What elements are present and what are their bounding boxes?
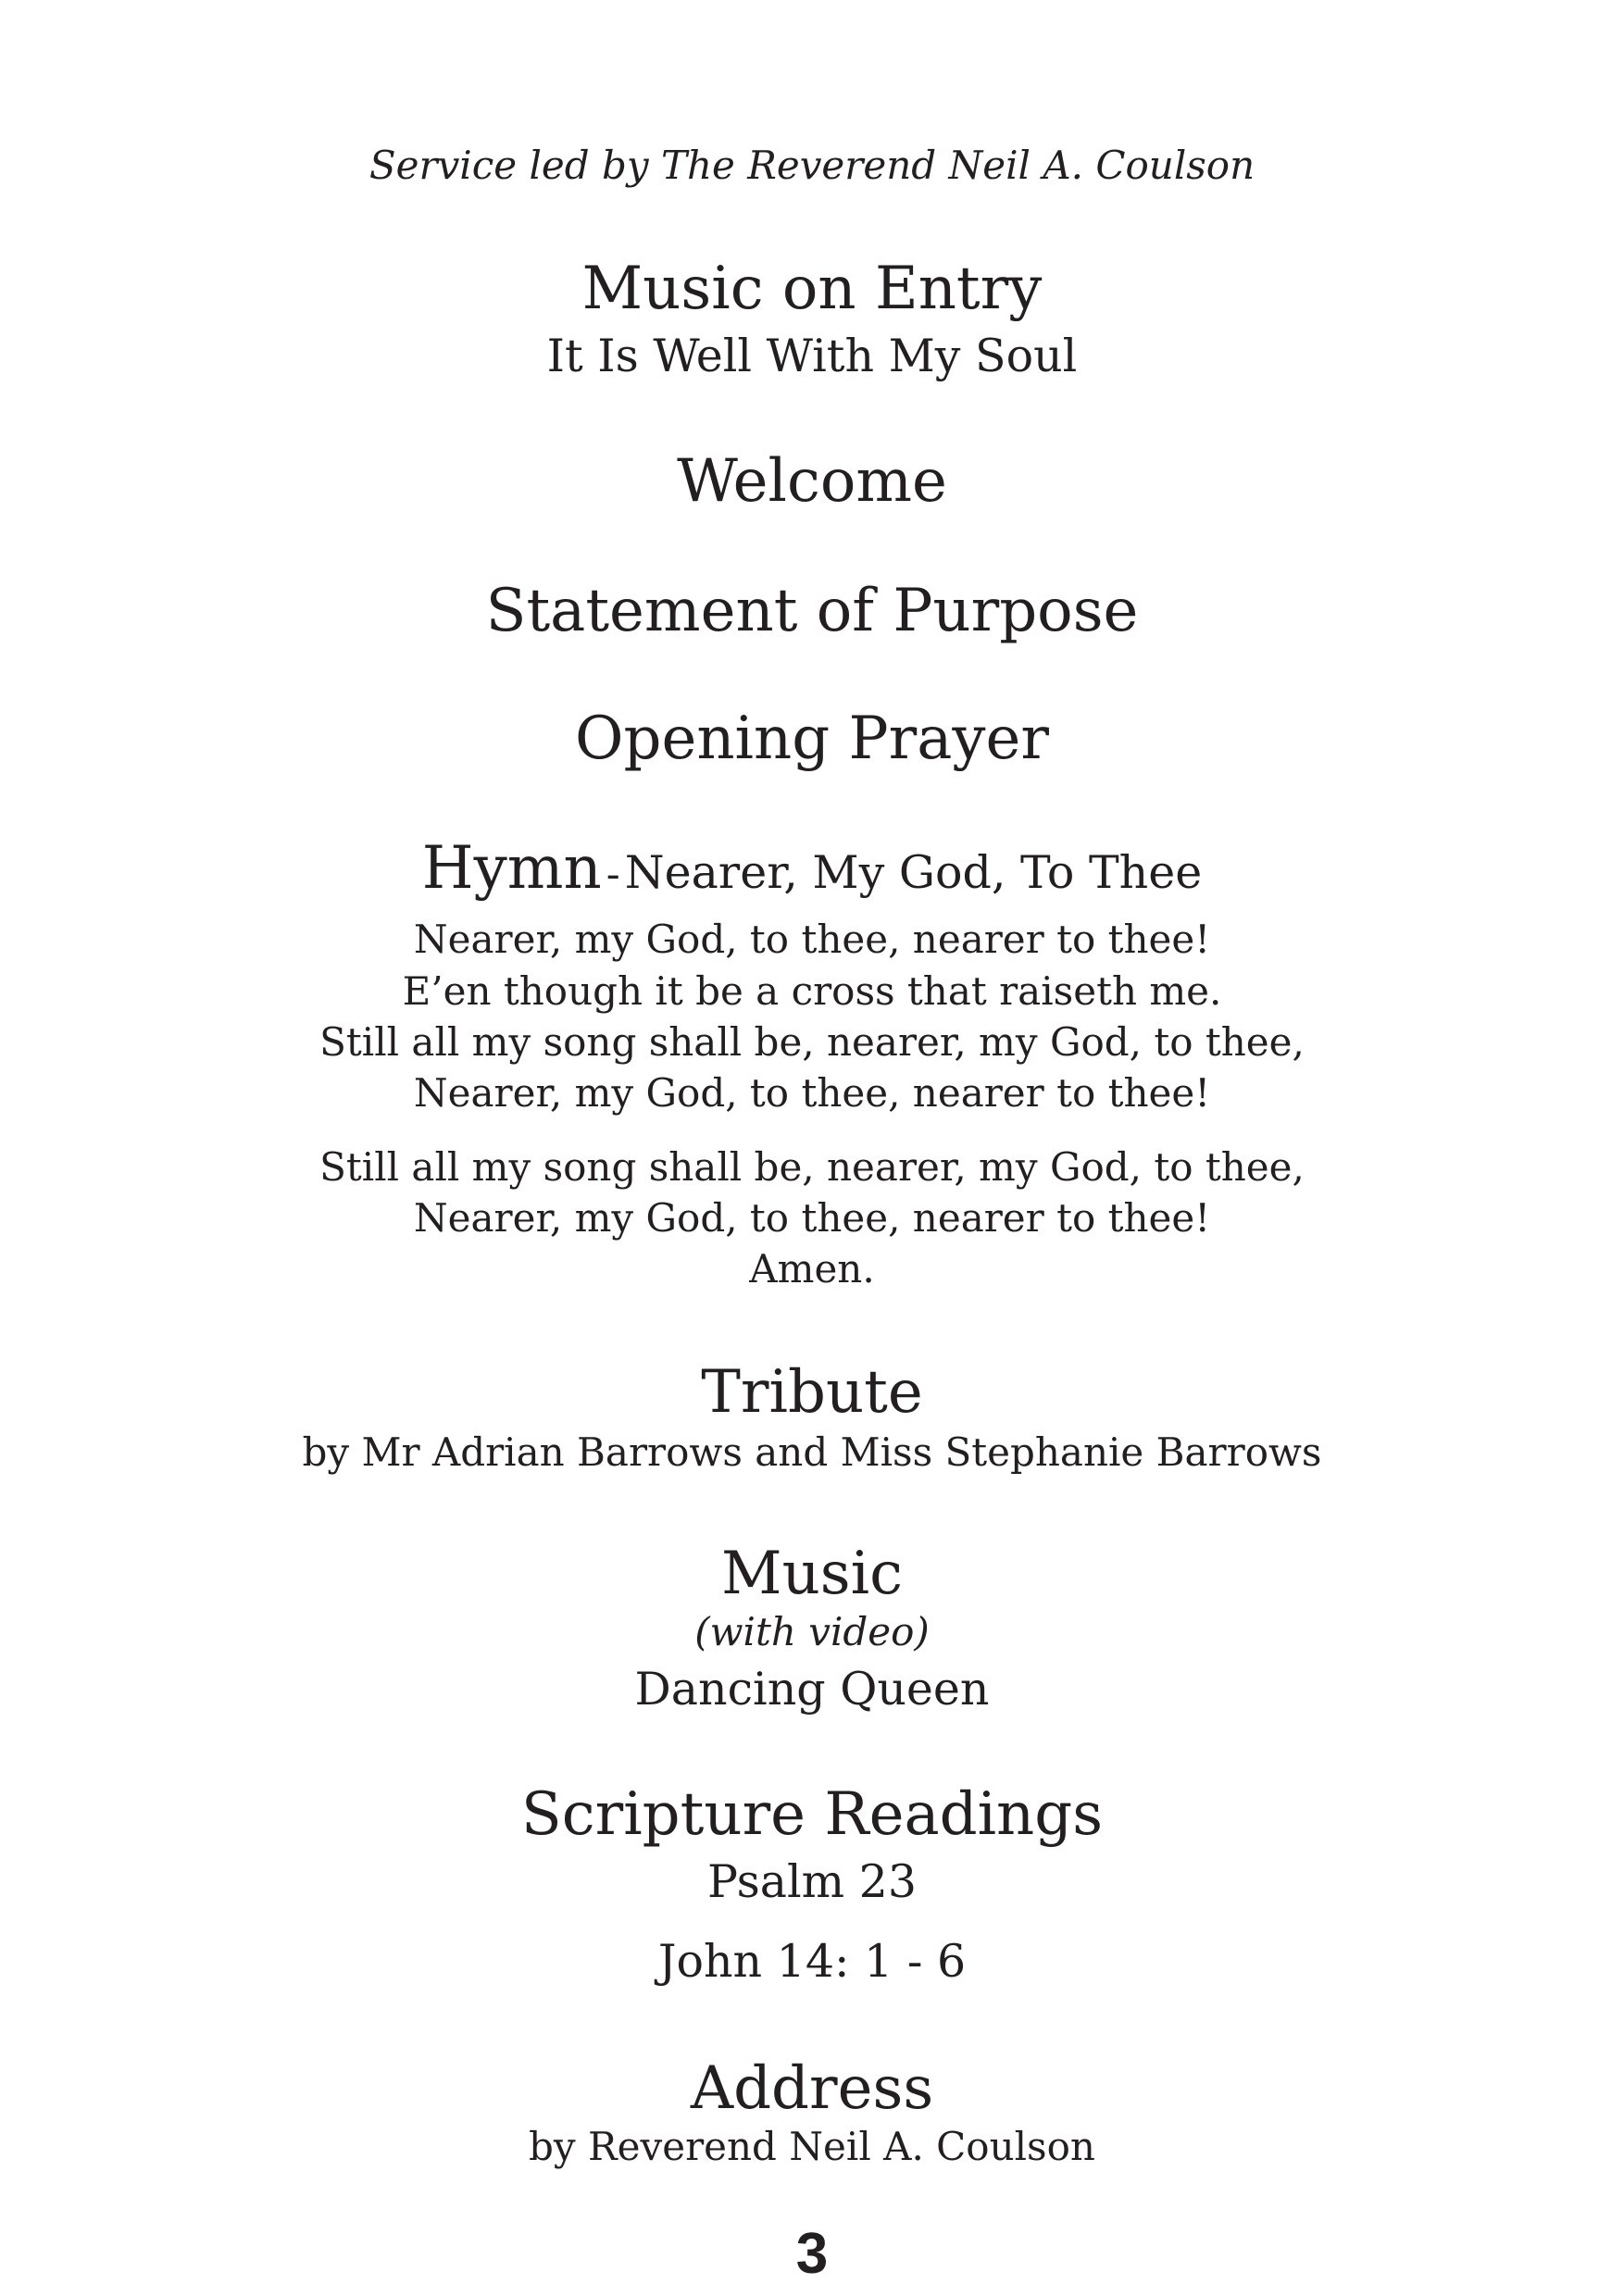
music-heading: Music <box>721 1540 903 1608</box>
scripture-readings-heading: Scripture Readings <box>520 1780 1104 1849</box>
scripture-reading: Psalm 23 <box>706 1855 918 1908</box>
hymn-amen: Amen. <box>749 1246 875 1292</box>
music-note: (with video) <box>694 1609 930 1654</box>
page-number: 3 <box>795 2222 829 2286</box>
hymn-heading: Hymn <box>421 834 602 903</box>
hymn-separator: - <box>606 851 620 898</box>
hymn-verse-line: Still all my song shall be, nearer, my God, to thee, <box>319 1019 1305 1065</box>
hymn-verse-line: Nearer, my God, to thee, nearer to thee! <box>413 1070 1211 1116</box>
hymn-verse-line: Nearer, my God, to thee, nearer to thee! <box>413 917 1211 962</box>
scripture-reading: John 14: 1 - 6 <box>657 1935 967 1988</box>
address-by: by Reverend Neil A. Coulson <box>529 2124 1095 2169</box>
hymn-verse-line: Nearer, my God, to thee, nearer to thee! <box>413 1195 1211 1241</box>
hymn-heading-line <box>0 834 1624 903</box>
tribute-heading: Tribute <box>701 1358 923 1427</box>
hymn-verse-line: E’en though it be a cross that raiseth me. <box>402 968 1222 1014</box>
music-title: Dancing Queen <box>634 1663 990 1716</box>
opening-prayer-heading: Opening Prayer <box>575 705 1049 773</box>
address-heading: Address <box>690 2054 934 2123</box>
hymn-title: Nearer, My God, To Thee <box>624 846 1203 899</box>
tribute-by: by Mr Adrian Barrows and Miss Stephanie Barrows <box>302 1429 1322 1475</box>
music-on-entry-heading: Music on Entry <box>581 255 1043 323</box>
music-on-entry-title: It Is Well With My Soul <box>546 330 1078 382</box>
statement-of-purpose-heading: Statement of Purpose <box>485 577 1139 645</box>
welcome-heading: Welcome <box>677 447 947 516</box>
service-leader-line: Service led by The Reverend Neil A. Coulson <box>369 143 1255 188</box>
hymn-verse-line: Still all my song shall be, nearer, my God, to thee, <box>319 1144 1305 1190</box>
